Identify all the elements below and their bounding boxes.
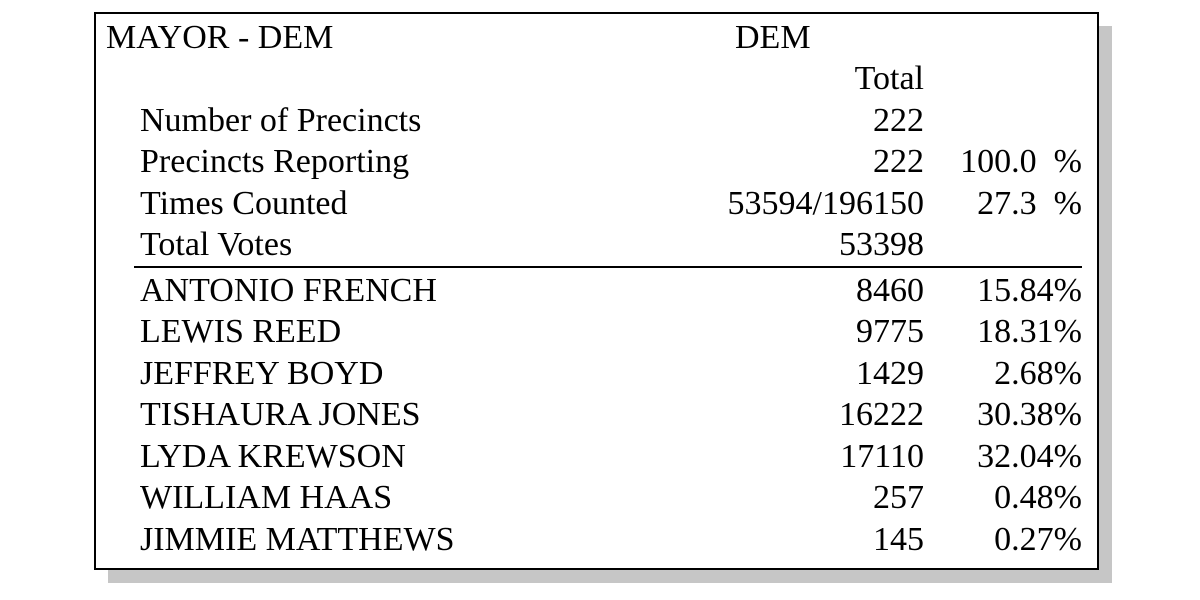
candidate-name: JEFFREY BOYD xyxy=(140,355,384,392)
candidate-pct: 18.31% xyxy=(977,313,1082,350)
summary-value: 53594/196150 xyxy=(727,185,924,222)
summary-label: Total Votes xyxy=(140,226,293,263)
summary-label: Number of Precincts xyxy=(140,102,422,139)
candidate-name: LEWIS REED xyxy=(140,313,342,350)
candidate-pct: 32.04% xyxy=(977,438,1082,475)
candidate-pct: 15.84% xyxy=(977,272,1082,309)
summary-value: 222 xyxy=(873,143,924,180)
candidate-votes: 8460 xyxy=(856,272,924,309)
summary-pct: 27.3 % xyxy=(977,185,1082,222)
summary-pct: 100.0 % xyxy=(960,143,1082,180)
summary-value: 53398 xyxy=(839,226,924,263)
candidate-name: TISHAURA JONES xyxy=(140,396,421,433)
separator-line xyxy=(134,266,1082,268)
summary-value: 222 xyxy=(873,102,924,139)
candidate-name: ANTONIO FRENCH xyxy=(140,272,437,309)
candidate-pct: 2.68% xyxy=(994,355,1082,392)
candidate-votes: 145 xyxy=(873,521,924,558)
summary-label: Precincts Reporting xyxy=(140,143,410,180)
candidate-votes: 1429 xyxy=(856,355,924,392)
summary-label: Times Counted xyxy=(140,185,348,222)
total-column-header: Total xyxy=(854,60,924,97)
candidate-pct: 0.27% xyxy=(994,521,1082,558)
candidate-pct: 30.38% xyxy=(977,396,1082,433)
candidate-name: WILLIAM HAAS xyxy=(140,479,393,516)
candidate-pct: 0.48% xyxy=(994,479,1082,516)
party-label: DEM xyxy=(735,19,811,56)
candidate-name: LYDA KREWSON xyxy=(140,438,406,475)
candidate-votes: 17110 xyxy=(840,438,924,475)
candidate-name: JIMMIE MATTHEWS xyxy=(140,521,455,558)
candidate-votes: 16222 xyxy=(839,396,924,433)
candidate-votes: 257 xyxy=(873,479,924,516)
race-title: MAYOR - DEM xyxy=(106,19,334,56)
candidate-votes: 9775 xyxy=(856,313,924,350)
